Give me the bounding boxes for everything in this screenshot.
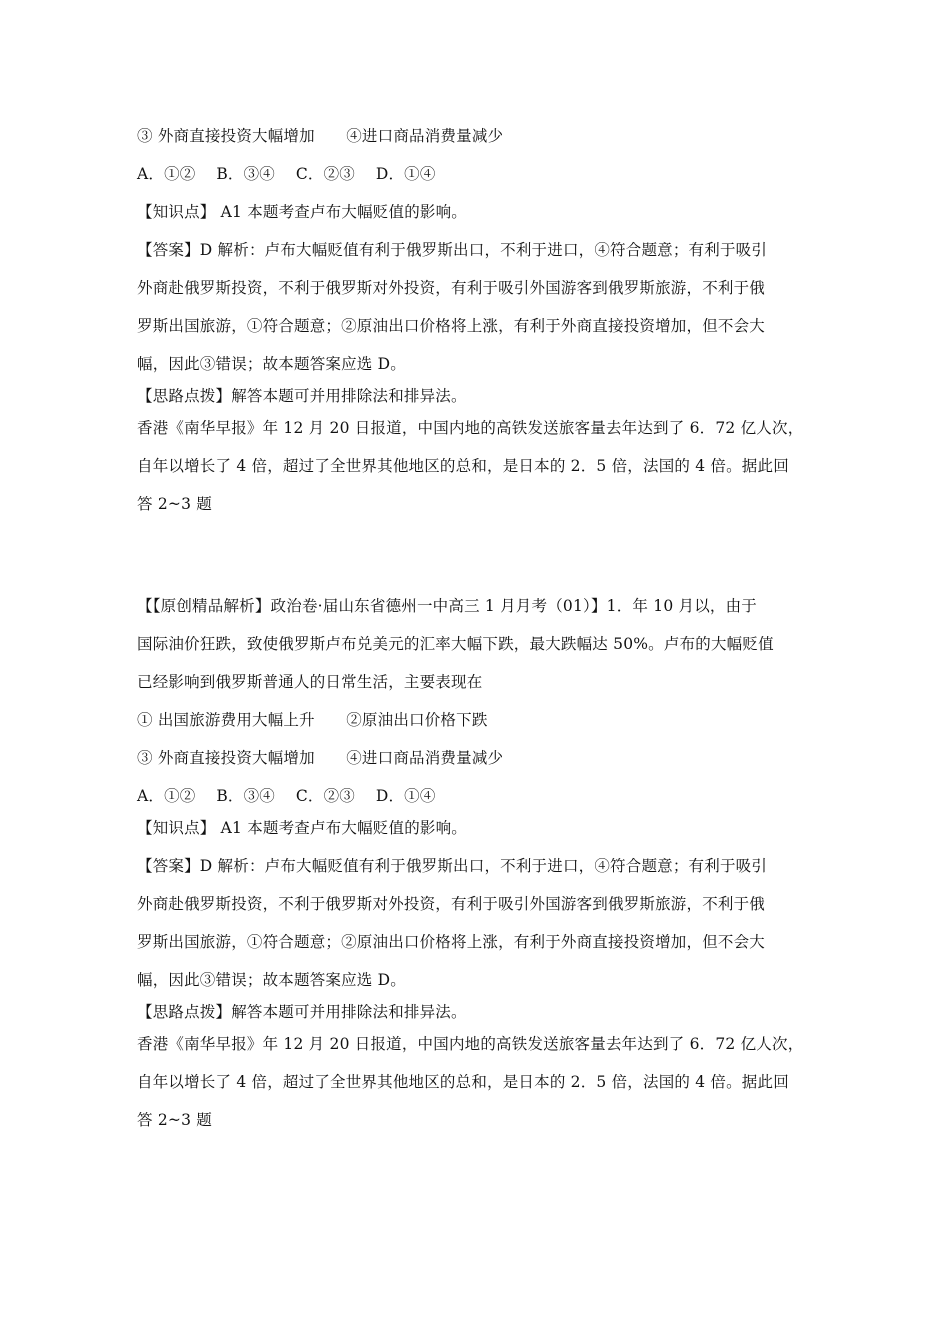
answer-analysis-line: 外商赴俄罗斯投资，不利于俄罗斯对外投资，有利于吸引外国游客到俄罗斯旅游，不利于俄 <box>137 279 766 297</box>
solution-hint: 【思路点拨】解答本题可并用排除法和排异法。 <box>137 387 467 405</box>
question-stem-line: 已经影响到俄罗斯普通人的日常生活，主要表现在 <box>137 673 483 691</box>
answer-analysis-line: 幅，因此③错误；故本题答案应选 D。 <box>137 355 406 373</box>
solution-hint: 【思路点拨】解答本题可并用排除法和排异法。 <box>137 1003 467 1021</box>
answer-analysis-line: 幅，因此③错误；故本题答案应选 D。 <box>137 971 406 989</box>
passage-line: 香港《南华早报》年 12 月 20 日报道，中国内地的高铁发送旅客量去年达到了 6．72 亿人次， <box>137 1035 804 1053</box>
question-stem-line: 国际油价狂跌，致使俄罗斯卢布兑美元的汇率大幅下跌，最大跌幅达 50%。卢布的大幅贬值 <box>137 635 774 653</box>
option-line-1-2: ① 出国旅游费用大幅上升 ②原油出口价格下跌 <box>137 711 488 729</box>
answer-analysis-line: 罗斯出国旅游，①符合题意；②原油出口价格将上涨，有利于外商直接投资增加，但不会大 <box>137 317 766 335</box>
question-source-line: 【【原创精品解析】政治卷·届山东省德州一中高三 1 月月考（01）】1．年 10 月以，由于 <box>137 597 758 615</box>
question-block-continued <box>137 126 837 514</box>
passage-line: 答 2~3 题 <box>137 1111 212 1129</box>
answer-choices: A．①② B．③④ C．②③ D．①④ <box>137 787 436 805</box>
option-line-3-4: ③ 外商直接投资大幅增加 ④进口商品消费量减少 <box>137 127 504 145</box>
answer-analysis-line: 外商赴俄罗斯投资，不利于俄罗斯对外投资，有利于吸引外国游客到俄罗斯旅游，不利于俄 <box>137 895 766 913</box>
answer-choices: A．①② B．③④ C．②③ D．①④ <box>137 165 436 183</box>
knowledge-point: 【知识点】 A1 本题考查卢布大幅贬值的影响。 <box>137 819 468 837</box>
passage-line: 自年以增长了 4 倍，超过了全世界其他地区的总和，是日本的 2．5 倍，法国的 4 倍。据此回 <box>137 457 789 475</box>
question-block <box>137 596 837 1130</box>
passage-line: 自年以增长了 4 倍，超过了全世界其他地区的总和，是日本的 2．5 倍，法国的 4 倍。据此回 <box>137 1073 789 1091</box>
answer-analysis-line: 【答案】D 解析：卢布大幅贬值有利于俄罗斯出口，不利于进口，④符合题意；有利于吸引 <box>137 857 768 875</box>
passage-line: 香港《南华早报》年 12 月 20 日报道，中国内地的高铁发送旅客量去年达到了 6．72 亿人次， <box>137 419 804 437</box>
passage-line: 答 2~3 题 <box>137 495 212 513</box>
option-line-3-4: ③ 外商直接投资大幅增加 ④进口商品消费量减少 <box>137 749 504 767</box>
answer-analysis-line: 罗斯出国旅游，①符合题意；②原油出口价格将上涨，有利于外商直接投资增加，但不会大 <box>137 933 766 951</box>
knowledge-point: 【知识点】 A1 本题考查卢布大幅贬值的影响。 <box>137 203 468 221</box>
answer-analysis-line: 【答案】D 解析：卢布大幅贬值有利于俄罗斯出口，不利于进口，④符合题意；有利于吸引 <box>137 241 768 259</box>
